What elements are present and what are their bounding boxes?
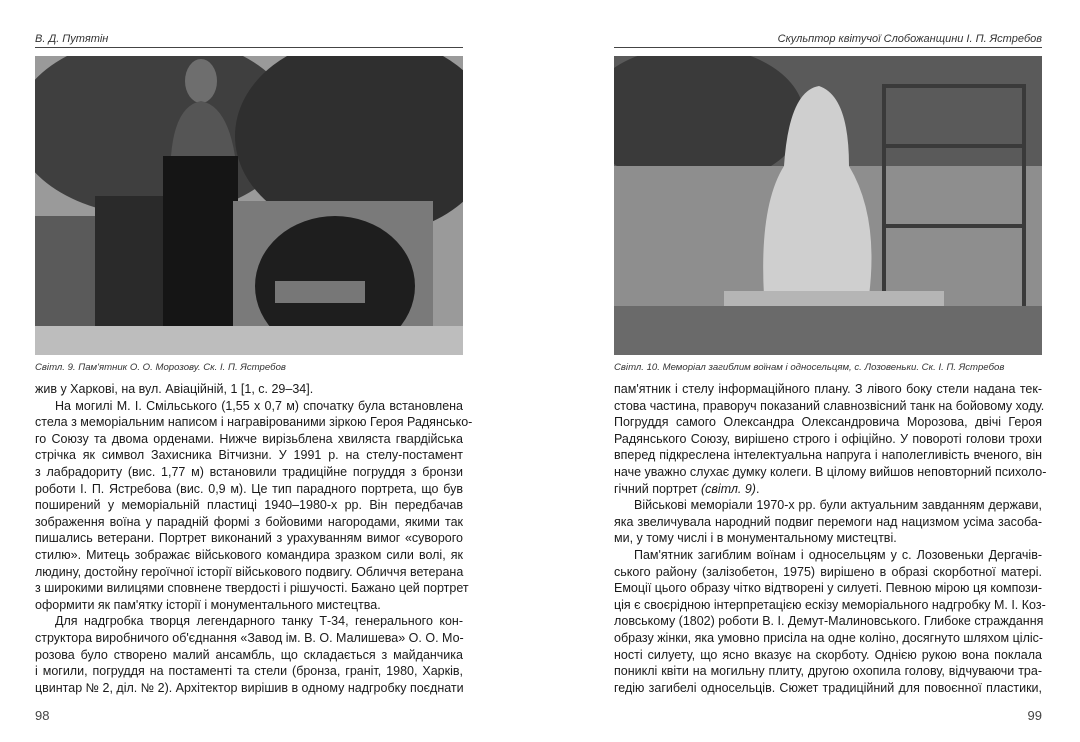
text-line: стова частина, праворуч показаний славнозвісний танк на бойовому ходу. xyxy=(614,398,1045,413)
page-number: 98 xyxy=(35,708,50,723)
left-page xyxy=(35,0,473,742)
paragraph xyxy=(614,547,1046,696)
text-line: з широкими вилицями сповнене твердості і рішучості. Бажано цей портрет xyxy=(35,581,469,596)
figure-reference: (світл. 9) xyxy=(701,481,756,496)
text-line: зображення воїна у парадній формі з бойовими нагородами, якими так xyxy=(35,514,463,529)
photo-caption: Світл. 9. Пам'ятник О. О. Морозову. Ск. І. П. Ястребов xyxy=(35,362,286,373)
text-line: ми, у тому числі і в монументальному мистецтві. xyxy=(614,531,897,546)
text-line: стела з меморіальним написом і награвірованими зіркою Героя Радянсько- xyxy=(35,415,473,430)
text-line: пам'ятник і стелу інформаційного плану. З лівого боку стели надана тек- xyxy=(614,382,1042,396)
text-line: Радянського Союзу, вирішено строго і офіційно. У повороті голови трохи xyxy=(614,431,1042,446)
text-line: образу жінки, яка умовно присіла на одне коліно, досягнуто шляхом ціліс- xyxy=(614,630,1044,645)
body-text xyxy=(35,381,473,696)
running-head-author: В. Д. Путятін xyxy=(35,33,109,45)
text-line: го Союзу та двома орденами. Нижче вирізьблена хвиляста гвардійська xyxy=(35,431,463,446)
text-line: і могили, погруддя на постаменті та стели (бронза, граніт, 1980, Харків, xyxy=(35,664,463,679)
paragraph xyxy=(35,613,463,696)
text-line: Погруддя самого Олександра Олександровича Морозова, двічі Героя xyxy=(614,415,1042,430)
text-line: ція є своєрідною інтерпретацією ескізу меморіального надгробку М. І. Коз- xyxy=(614,597,1046,612)
text-fragment: . xyxy=(755,481,760,496)
body-text xyxy=(614,381,1047,696)
header-rule xyxy=(614,47,1042,48)
paragraph xyxy=(614,381,1047,497)
text-line: Для надгробка творця легендарного танку Т-34, генерального кон- xyxy=(55,614,463,629)
header-rule xyxy=(35,47,463,48)
text-line: ського району (залізобетон, 1975) вирішено в образі скорботної матері. xyxy=(614,564,1042,579)
text-line: ловському (1802) роботи В. І. Демут-Малиновського. Глибоке страждання xyxy=(614,614,1044,629)
text-line: Емоції цього образу чітко відтворені у силуеті. Певною мірою ця компози- xyxy=(614,581,1043,596)
photo-morozov-monument xyxy=(35,56,463,355)
paragraph xyxy=(35,381,463,398)
photo-lozovenky-memorial xyxy=(614,56,1042,355)
text-line: яка звеличувала народний подвиг перемоги над нацизмом усіма засоба- xyxy=(614,514,1042,529)
page-number: 99 xyxy=(1027,708,1042,723)
text-line: цвинтар № 2, діл. № 2). Архітектор вирішив в одному надгробку поєднати xyxy=(35,680,464,695)
text-line: розова було створено малий ансамбль, що складається з майданчика xyxy=(35,647,463,662)
text-line: оформити як пам'ятку історії і монументального мистецтва. xyxy=(35,597,381,612)
text-line: Військові меморіали 1970-х рр. були актуальним завданням держави, xyxy=(634,498,1042,513)
text-line: наче уважно слухає думку колеги. В цілому вийшов неповторний психоло- xyxy=(614,464,1047,479)
text-line: стрічка як символ Захисника Вітчизни. У 1991 р. на стелу-постамент xyxy=(35,448,463,463)
text-line: гедію загибелі односельців. Сюжет традиційний для повоєнної пластики, xyxy=(614,680,1042,695)
text-line: стилю». Митець зображає військового командира зразком сили волі, як xyxy=(35,547,463,562)
right-page xyxy=(614,0,1047,742)
paragraph xyxy=(35,398,473,614)
text-line: з лабрадориту (вис. 1,77 м) встановили традиційне погруддя з бронзи xyxy=(35,464,463,479)
text-line: структора виробничого об'єднання «Завод ім. В. О. Малишева» О. О. Мо- xyxy=(35,630,464,645)
text-line xyxy=(614,481,1042,498)
text-line: поширений у меморіальній пластиці 1940–1980-х рр. Він передбачав xyxy=(35,498,463,513)
text-fragment: гічний портрет xyxy=(614,481,701,496)
text-line: На могилі М. І. Смільського (1,55 х 0,7 м) спочатку була встановлена xyxy=(55,398,463,413)
text-line: людину, достойну героїчної історії військового подвигу. Обличчя ветерана xyxy=(35,564,464,579)
text-line: пониклі квіти на могильну плиту, другою охопила голову, відчуваючи тра- xyxy=(614,664,1042,679)
text-line: жив у Харкові, на вул. Авіаційній, 1 [1, с. 29–34]. xyxy=(35,382,314,396)
text-line: Пам'ятник загиблим воїнам і односельцям у с. Лозовеньки Дергачів- xyxy=(634,547,1042,562)
paragraph xyxy=(614,497,1042,547)
text-line: роботи І. П. Ястребова (вис. 0,9 м). Це тип парадного портрета, що був xyxy=(35,481,463,496)
text-line: вперед підкреслена інтелектуальна напруга і наполегливість вченого, він xyxy=(614,448,1042,463)
text-line: ності силуету, що ясно вказує на скорботу. Однією рукою вона поклала xyxy=(614,647,1042,662)
text-line: пишались ветерани. Портрет виконаний з урахуванням вимог «суворого xyxy=(35,531,463,546)
photo-caption: Світл. 10. Меморіал загиблим воїнам і односельцям, с. Лозовеньки. Ск. І. П. Ястребов xyxy=(614,362,1005,373)
running-head-title: Скульптор квітучої Слобожанщини І. П. Ястребов xyxy=(777,33,1042,45)
